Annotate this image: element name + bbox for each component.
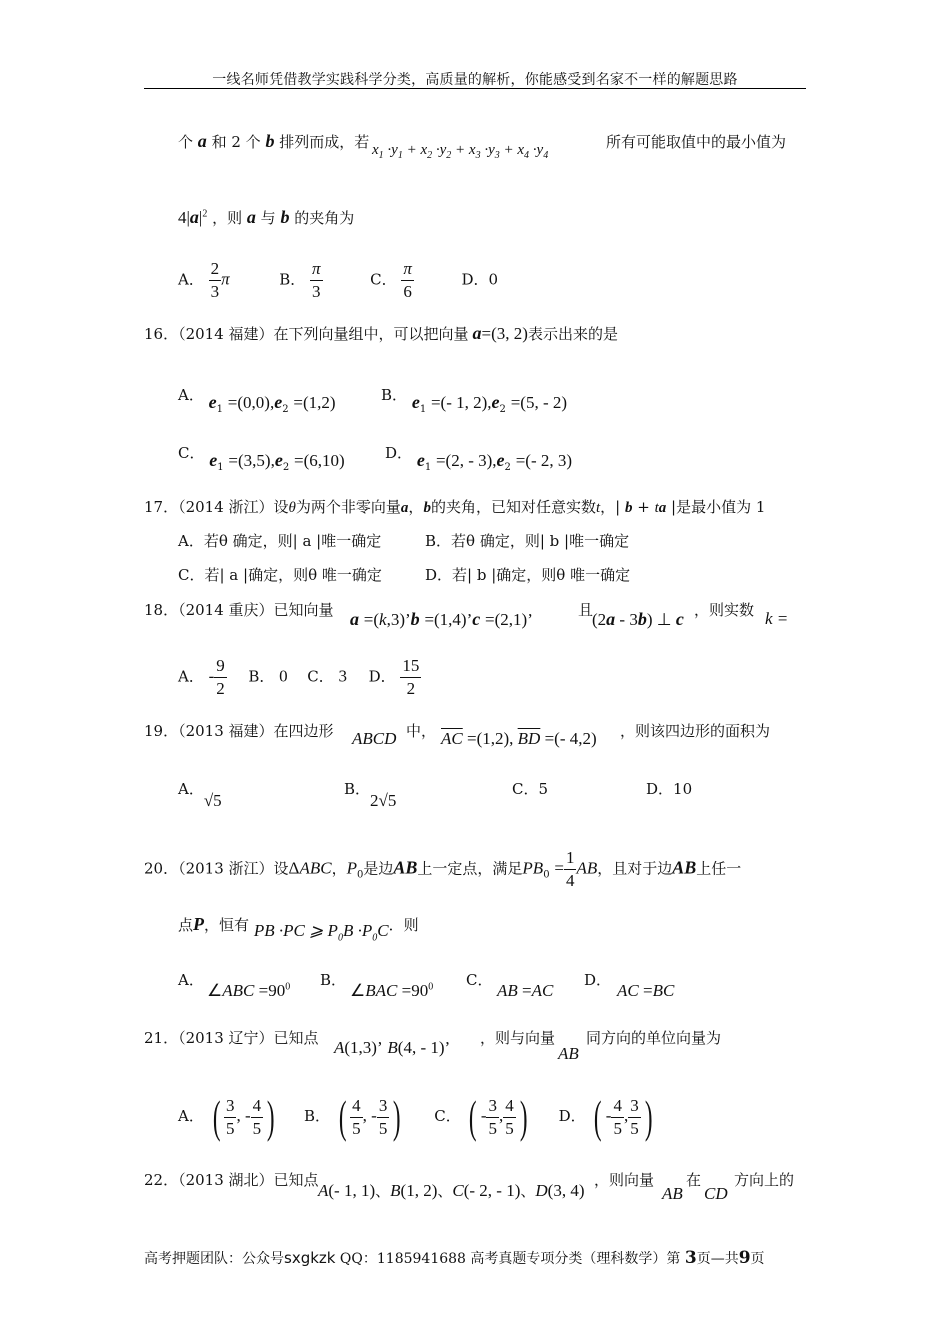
q20-stem: 20．（2013 浙江）设ΔABC，$P_0$是边AB上一定点，满足$PB_0$ = $\frac{1}{4}$ AB，且对于边AB上任一 [144, 848, 742, 890]
q20-option-b: B． [320, 971, 347, 989]
q20-option-c: C． [466, 971, 493, 989]
q19-option-d: D．10 [646, 780, 693, 798]
q16-option-c: C． $e_1 =(3,5),e_2 =(6,10)$ [178, 444, 345, 473]
page-header: 一线名师凭借教学实践科学分类，高质量的解析，你能感受到名家不一样的解题思路 [212, 72, 738, 88]
q22-mid2: 在 [686, 1171, 702, 1189]
q16-option-a: A． $e_1 =(0,0),e_2 =(1,2)$ [178, 386, 336, 415]
q19-stem-end: ，则该四边形的面积为 [620, 722, 771, 740]
q17-option-a: A．若θ 确定，则| a |唯一确定 [178, 532, 382, 550]
q18-condition: (2a - 3b) ⊥ c [592, 609, 684, 629]
q16-stem: 16．（2014 福建）在下列向量组中，可以把向量 a=(3, 2)表示出来的是 [144, 323, 618, 343]
q19-abcd: ABCD [352, 729, 397, 748]
q22-stem-end: 方向上的 [734, 1171, 795, 1189]
q18-stem: 18．（2014 重庆）已知向量 [144, 601, 334, 619]
q15-expression: $x_1 \cdot y_1 + x_2 \cdot y_2 + x_3 \cdot y_3 + x_4 \cdot y_4$ [372, 142, 549, 161]
q17-option-d: D．若| b |确定，则θ 唯一确定 [425, 566, 631, 584]
header-rule [144, 88, 806, 89]
q22-stem: 22．（2013 湖北）已知点 [144, 1171, 319, 1189]
q19-option-b: B．2√5 [344, 780, 397, 810]
q21-ab: AB [558, 1044, 579, 1063]
q16-option-b: B． $e_1$ =(- 1, $2),e_2 =(5$, - 2) [381, 386, 568, 415]
q22-points: A(- 1, 1)、B(1, 2)、C(- 2, - 1)、D(3, 4) [318, 1181, 585, 1200]
q15-options: A． $\frac{2}{3}$ π B． $\frac{\pi}{3}$ C． $\frac{\pi}{6}$ D．0 [178, 259, 499, 301]
q19-option-c: C．5 [512, 780, 549, 798]
q20-option-d: D． [584, 971, 612, 989]
q21-options: A． ( $\frac{3}{5}$ , - $\frac{4}{5}$ ) B． ( $\frac{4}{5}$ , - $\frac{3}{5}$ ) C． ( - $\frac{3}{5}$ , $\frac{4}{5}$ ) D． ( - $\frac{4}{5}$ , $\frac{3}{5}$ ) [178, 1091, 653, 1142]
q22-cd: CD [704, 1184, 728, 1203]
q19-vectors: $\overline{AC} =(1,2)$, $\overline{BD}$ =(- 4,2) [441, 729, 597, 748]
q19-stem: 19．（2013 福建）在四边形 [144, 722, 334, 740]
q20-option-a: A． [178, 971, 204, 989]
q21-points: A(1,3)’ B(4, - 1)’ [334, 1038, 451, 1057]
page-footer: 高考押题团队：公众号sxgkzk QQ：1185941688 高考真题专项分类（理科数学）第 3页—共9页 [144, 1248, 765, 1268]
q15-line2: $4|a|^2$ ，则 a 与 b 的夹角为 [178, 207, 355, 227]
q19-option-a: A．√5 [178, 780, 222, 810]
q17-option-b: B．若θ 确定，则| b |唯一确定 [425, 532, 630, 550]
q22-mid: ，则向量 [594, 1171, 655, 1189]
q17-stem: 17．（2014 浙江）设θ为两个非零向量a，b的夹角，已知对任意实数t，| b + ta |是最小值为 1 [144, 498, 766, 516]
q21-mid: ，则与向量 [480, 1029, 556, 1047]
q15-line1: 个 a 和 2 个 b 排列而成，若 [178, 131, 370, 151]
q19-mid: 中， [406, 722, 437, 740]
q20-option-c-expr: AB =AC [497, 981, 554, 1000]
q18-expression: a =(k,3)’b =(1,4)’c =(2,1)’ [350, 609, 533, 629]
q18-and: 且 [578, 601, 594, 619]
q18-k: k = [765, 609, 789, 628]
q21-stem-end: 同方向的单位向量为 [586, 1029, 722, 1047]
q20-line2: 点P，恒有 PB ·PC ⩾ $P_0B \cdot P_0C$．则 [178, 914, 419, 944]
q20-option-a-expr: ∠ABC $=90^0$ [207, 981, 291, 1000]
q21-stem: 21．（2013 辽宁）已知点 [144, 1029, 319, 1047]
q17-option-c: C．若| a |确定，则θ 唯一确定 [178, 566, 382, 584]
q20-option-d-expr: AC =BC [617, 981, 675, 1000]
q15-line1-suffix: 所有可能取值中的最小值为 [606, 133, 787, 151]
q18-options: A． - $\frac{9}{2}$ B． 0 C． 3 D． $\frac{15}{2}$ [178, 656, 420, 698]
q18-stem-end: ，则实数 [694, 601, 755, 619]
q22-ab: AB [662, 1184, 683, 1203]
q20-option-b-expr: ∠BAC $=90^0$ [350, 981, 434, 1000]
q16-option-d: D． $e_1 =(2$, - $3),e_2$ =(- 2, 3) [385, 444, 573, 473]
